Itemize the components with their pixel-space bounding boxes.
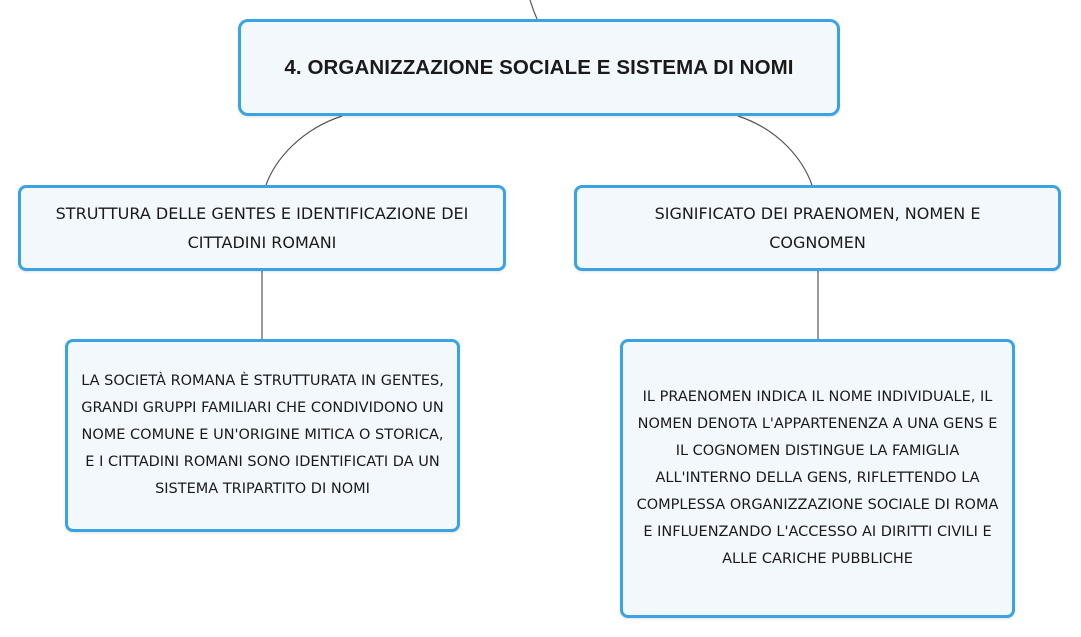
right-branch-node[interactable]	[574, 185, 1061, 271]
left-detail-node[interactable]	[65, 339, 460, 532]
right-detail-text: IL PRAENOMEN INDICA IL NOME INDIVIDUALE, IL NOMEN DENOTA L'APPARTENENZA A UNA GENS E IL COGNOMEN DISTINGUE LA FAMIGLIA ALL'INTERNO DELLA GENS, RIFLETTENDO LA COMPLESSA ORGANIZZAZIONE SOCIALE DI ROMA E INFLUENZANDO L'ACCESSO AI DIRITTI CIVILI E ALLE CARICHE PUBBLICHE	[636, 389, 999, 567]
root-node[interactable]	[238, 19, 840, 116]
right-detail-node[interactable]	[620, 339, 1015, 618]
left-branch-node[interactable]	[18, 185, 506, 271]
root-node-label: 4. ORGANIZZAZIONE SOCIALE E SISTEMA DI NOMI	[284, 55, 794, 79]
right-branch-label: SIGNIFICATO DEI PRAENOMEN, NOMEN E COGNOMEN	[654, 204, 981, 252]
left-detail-text: LA SOCIETÀ ROMANA È STRUTTURATA IN GENTES, GRANDI GRUPPI FAMILIARI CHE CONDIVIDONO UN NOME COMUNE E UN'ORIGINE MITICA O STORICA, E I CITTADINI ROMANI SONO IDENTIFICATI DA UN SISTEMA TRIPARTITO DI NOMI	[81, 373, 444, 497]
connector-root-to-right-branch	[738, 116, 812, 185]
left-branch-label: STRUTTURA DELLE GENTES E IDENTIFICAZIONE DEI CITTADINI ROMANI	[55, 204, 469, 252]
connector-to-parent	[530, 0, 537, 19]
connector-root-to-left-branch	[266, 116, 342, 185]
